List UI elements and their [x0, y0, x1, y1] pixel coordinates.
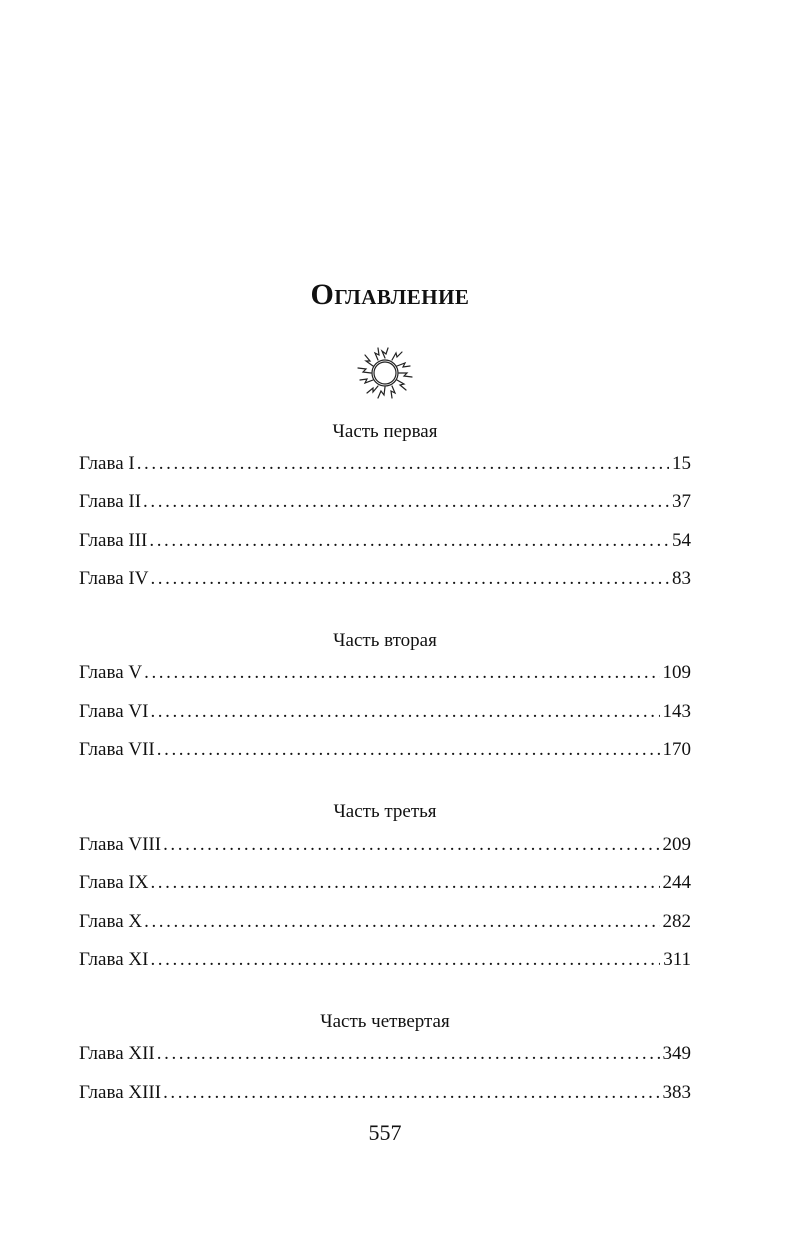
chapter-label: Глава I [79, 453, 135, 474]
toc-entry[interactable] [79, 453, 691, 477]
chapter-page-number: 109 [662, 662, 691, 683]
chapter-label: Глава XI [79, 949, 149, 970]
dot-leader [157, 1043, 660, 1065]
toc-entry[interactable] [79, 949, 691, 973]
chapter-label: Глава III [79, 530, 148, 551]
toc-entry[interactable] [79, 1043, 691, 1067]
chapter-label: Глава VII [79, 739, 155, 760]
dot-leader [157, 739, 660, 761]
toc-entry[interactable] [79, 1082, 691, 1106]
toc-entry[interactable] [79, 491, 691, 515]
page-title: Оглавление [310, 278, 470, 311]
part-heading-2: Часть вторая [333, 630, 437, 651]
chapter-page-number: 37 [672, 491, 691, 512]
toc-entry[interactable] [79, 739, 691, 763]
dot-leader [150, 568, 669, 590]
dot-leader [163, 834, 659, 856]
chapter-label: Глава IX [79, 872, 149, 893]
part-heading-1: Часть первая [332, 421, 438, 442]
dot-leader [144, 662, 659, 684]
toc-entry[interactable] [79, 834, 691, 858]
chapter-label: Глава II [79, 491, 142, 512]
sun-ornament-icon [352, 345, 418, 401]
chapter-page-number: 311 [663, 949, 691, 970]
dot-leader [150, 872, 659, 894]
dot-leader [150, 949, 660, 971]
toc-entry[interactable] [79, 911, 691, 935]
chapter-page-number: 15 [672, 453, 691, 474]
chapter-label: Глава X [79, 911, 143, 932]
dot-leader [163, 1082, 659, 1104]
chapter-page-number: 349 [662, 1043, 691, 1064]
toc-entry[interactable] [79, 568, 691, 592]
part-heading-4: Часть четвертая [320, 1011, 450, 1032]
chapter-label: Глава VIII [79, 834, 162, 855]
chapter-label: Глава XII [79, 1043, 155, 1064]
toc-entry[interactable] [79, 872, 691, 896]
dot-leader [144, 911, 659, 933]
chapter-label: Глава IV [79, 568, 149, 589]
toc-entry[interactable] [79, 530, 691, 554]
dot-leader [143, 491, 669, 513]
part-heading-3: Часть третья [333, 801, 437, 822]
chapter-page-number: 383 [662, 1082, 691, 1103]
chapter-label: Глава V [79, 662, 143, 683]
chapter-page-number: 282 [662, 911, 691, 932]
toc-entry[interactable] [79, 662, 691, 686]
chapter-label: Глава XIII [79, 1082, 162, 1103]
dot-leader [137, 453, 669, 475]
chapter-page-number: 54 [672, 530, 691, 551]
chapter-page-number: 170 [662, 739, 691, 760]
dot-leader [150, 701, 659, 723]
dot-leader [149, 530, 669, 552]
toc-entry[interactable] [79, 701, 691, 725]
chapter-page-number: 143 [662, 701, 691, 722]
chapter-page-number: 83 [672, 568, 691, 589]
chapter-page-number: 209 [662, 834, 691, 855]
chapter-label: Глава VI [79, 701, 149, 722]
chapter-page-number: 244 [662, 872, 691, 893]
page-number-folio: 557 [368, 1120, 402, 1145]
